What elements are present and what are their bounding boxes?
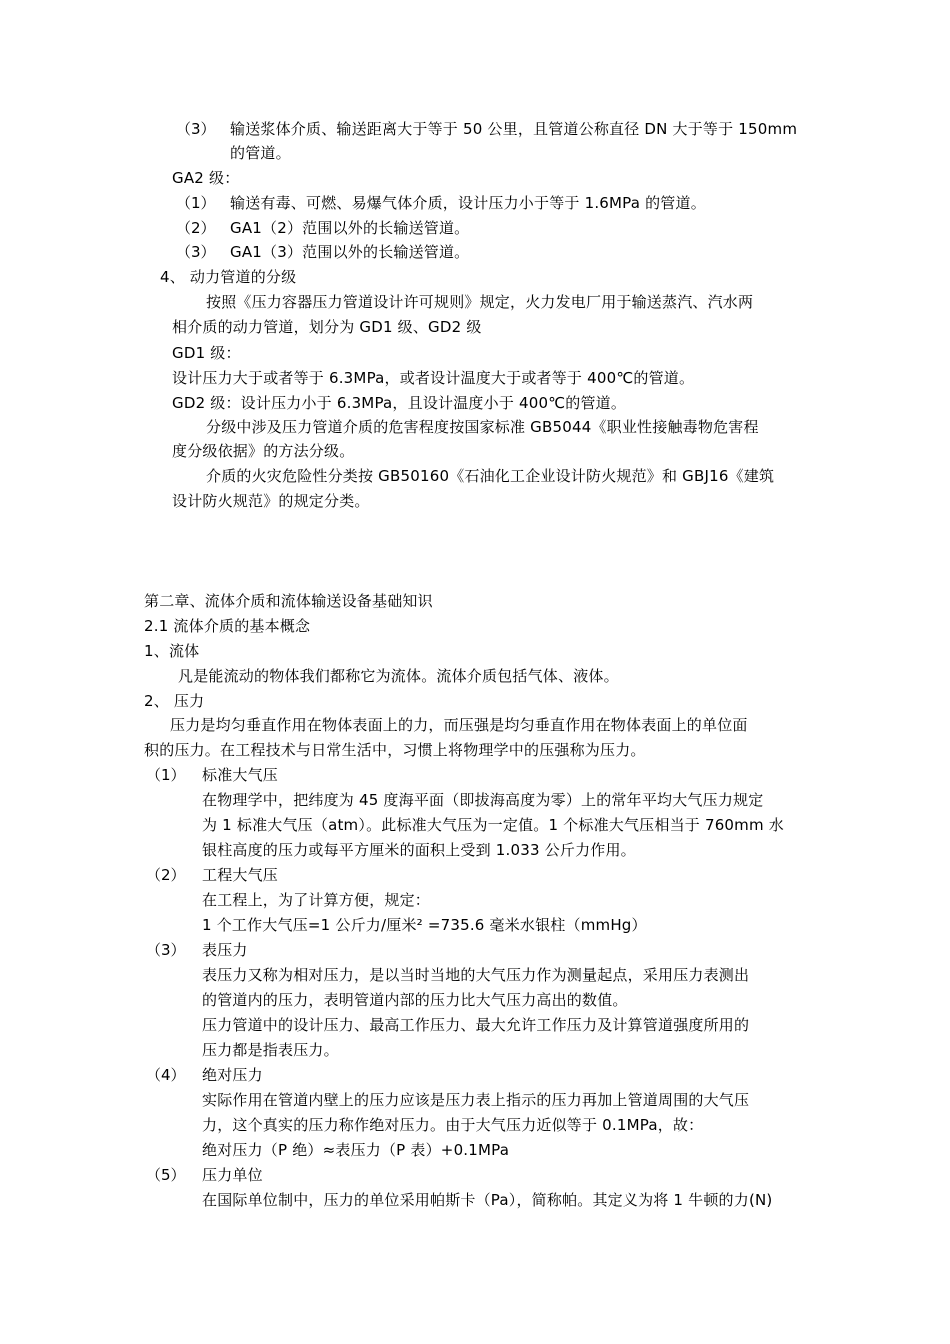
list-item-text: GA1（3）范围以外的长输送管道。 <box>230 243 470 261</box>
item-title: 工程大气压 <box>202 866 279 884</box>
list-number: （1） <box>176 194 216 212</box>
list-number: （3） <box>176 120 216 138</box>
list-number: （2） <box>176 219 216 237</box>
list-number: （3） <box>146 941 186 959</box>
item-title: 绝对压力 <box>202 1066 263 1084</box>
paragraph-line: 在物理学中，把纬度为 45 度海平面（即拔海高度为零）上的常年平均大气压力规定 <box>202 791 764 809</box>
list-item-text: GA1（2）范围以外的长输送管道。 <box>230 219 470 237</box>
list-number: （3） <box>176 243 216 261</box>
paragraph-line: 设计压力大于或者等于 6.3MPa，或者设计温度大于或者等于 400℃的管道。 <box>172 369 695 387</box>
subsection-heading: 1、流体 <box>144 642 200 660</box>
subsection-heading: GD1 级： <box>172 344 241 362</box>
paragraph-line: 介质的火灾危险性分类按 GB50160《石油化工企业设计防火规范》和 GBJ16《建筑 <box>206 467 775 485</box>
paragraph-line: 在工程上，为了计算方便，规定： <box>202 891 431 909</box>
paragraph-line: 相介质的动力管道，划分为 GD1 级、GD2 级 <box>172 318 482 336</box>
paragraph-line: 按照《压力容器压力管道设计许可规则》规定，火力发电厂用于输送蒸汽、汽水两 <box>206 293 754 311</box>
item-title: 标准大气压 <box>202 766 279 784</box>
paragraph-line: 分级中涉及压力管道介质的危害程度按国家标准 GB5044《职业性接触毒物危害程 <box>206 418 759 436</box>
paragraph-line: 设计防火规范》的规定分类。 <box>172 492 370 510</box>
paragraph-line: 的管道。 <box>230 144 291 162</box>
section-title: 2.1 流体介质的基本概念 <box>144 617 311 635</box>
subsection-heading: 2、 压力 <box>144 692 205 710</box>
paragraph-line: 力，这个真实的压力称作绝对压力。由于大气压力近似等于 0.1MPa，故： <box>202 1116 704 1134</box>
paragraph-line: 表压力又称为相对压力，是以当时当地的大气压力作为测量起点，采用压力表测出 <box>202 966 750 984</box>
paragraph-line: 在国际单位制中，压力的单位采用帕斯卡（Pa），简称帕。其定义为将 1 牛顿的力(N) <box>202 1191 773 1209</box>
paragraph-line: 压力是均匀垂直作用在物体表面上的力，而压强是均匀垂直作用在物体表面上的单位面 <box>170 716 748 734</box>
list-number: （1） <box>146 766 186 784</box>
list-number: （4） <box>146 1066 186 1084</box>
chapter-title: 第二章、流体介质和流体输送设备基础知识 <box>144 592 433 610</box>
paragraph-line: 实际作用在管道内壁上的压力应该是压力表上指示的压力再加上管道周围的大气压 <box>202 1091 750 1109</box>
paragraph-line: 度分级依据》的方法分级。 <box>172 442 355 460</box>
paragraph-line: 的管道内的压力，表明管道内部的压力比大气压力高出的数值。 <box>202 991 628 1009</box>
paragraph-line: 凡是能流动的物体我们都称它为流体。流体介质包括气体、液体。 <box>178 667 619 685</box>
paragraph-line: GD2 级：设计压力小于 6.3MPa，且设计温度小于 400℃的管道。 <box>172 394 627 412</box>
paragraph-line: 输送浆体介质、输送距离大于等于 50 公里，且管道公称直径 DN 大于等于 150mm <box>230 120 798 138</box>
subsection-heading: GA2 级： <box>172 169 240 187</box>
item-title: 表压力 <box>202 941 248 959</box>
list-number: （5） <box>146 1166 186 1184</box>
list-item-text: 输送有毒、可燃、易爆气体介质，设计压力小于等于 1.6MPa 的管道。 <box>230 194 706 212</box>
formula-line: 绝对压力（P 绝）≈表压力（P 表）+0.1MPa <box>202 1141 510 1159</box>
paragraph-line: 积的压力。在工程技术与日常生活中，习惯上将物理学中的压强称为压力。 <box>144 741 646 759</box>
item-title: 压力单位 <box>202 1166 263 1184</box>
section-heading: 4、 动力管道的分级 <box>160 268 297 286</box>
formula-line: 1 个工作大气压=1 公斤力/厘米² =735.6 毫米水银柱（mmHg） <box>202 916 647 934</box>
paragraph-line: 压力都是指表压力。 <box>202 1041 339 1059</box>
paragraph-line: 银柱高度的压力或每平方厘米的面积上受到 1.033 公斤力作用。 <box>202 841 636 859</box>
paragraph-line: 压力管道中的设计压力、最高工作压力、最大允许工作压力及计算管道强度所用的 <box>202 1016 750 1034</box>
list-number: （2） <box>146 866 186 884</box>
paragraph-line: 为 1 标准大气压（atm）。此标准大气压为一定值。1 个标准大气压相当于 760mm 水 <box>202 816 784 834</box>
